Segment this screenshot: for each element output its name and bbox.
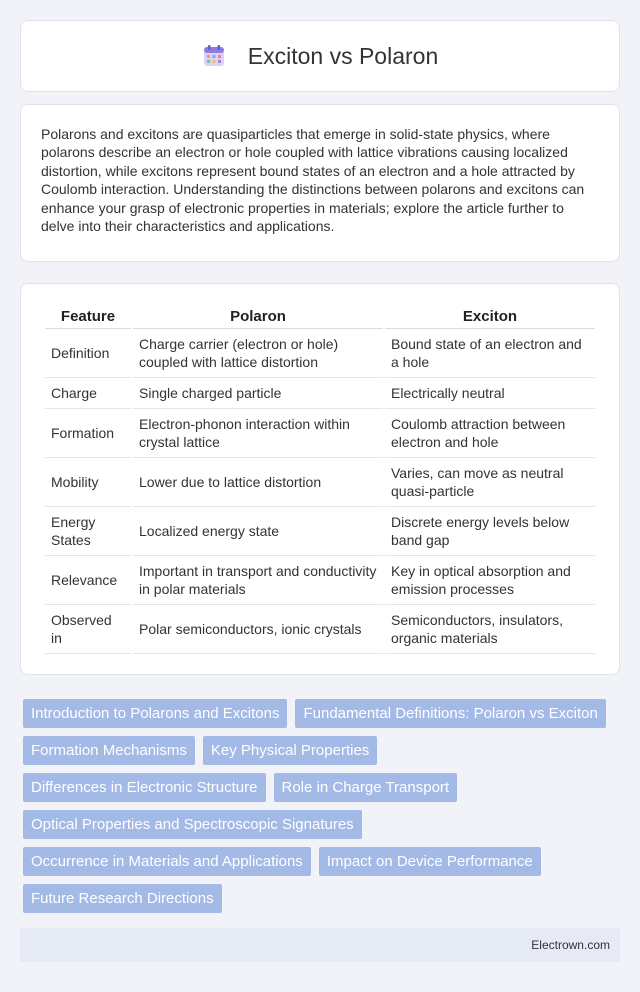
exciton-cell: Electrically neutral <box>385 378 595 409</box>
table-row <box>45 556 595 605</box>
table-row <box>45 378 595 409</box>
tag-introduction[interactable]: Introduction to Polarons and Excitons <box>23 699 287 728</box>
intro-text: Polarons and excitons are quasiparticles that emerge in solid-state physics, where polarons describe an electron or hole coupled with lattice vibrations causing localized distortion, while excitons represent bound states of an electron and a hole attracted by Coulomb interaction. Understanding the distinctions between polarons and excitons can enhance your grasp of electronic properties in materials; explore the article further to delve into their characteristics and applications. <box>41 126 585 235</box>
exciton-cell: Varies, can move as neutral quasi-particle <box>385 458 595 507</box>
polaron-cell: Electron-phonon interaction within crystal lattice <box>133 409 383 458</box>
intro-card <box>20 104 620 262</box>
tag-optical-properties[interactable]: Optical Properties and Spectroscopic Signatures <box>23 810 362 839</box>
tag-fundamental-definitions[interactable]: Fundamental Definitions: Polaron vs Exciton <box>295 699 605 728</box>
page-title: Exciton vs Polaron <box>247 42 439 69</box>
tag-formation-mechanisms[interactable]: Formation Mechanisms <box>23 736 195 765</box>
feature-cell: Relevance <box>45 556 131 605</box>
feature-cell: Charge <box>45 378 131 409</box>
exciton-cell: Coulomb attraction between electron and hole <box>385 409 595 458</box>
polaron-cell: Polar semiconductors, ionic crystals <box>133 605 383 654</box>
table-row <box>45 409 595 458</box>
feature-cell: Mobility <box>45 458 131 507</box>
column-header-polaron: Polaron <box>133 304 383 329</box>
title-card <box>20 20 620 92</box>
tag-future-research[interactable]: Future Research Directions <box>23 884 222 913</box>
feature-cell: Definition <box>45 329 131 378</box>
column-header-feature: Feature <box>45 304 131 329</box>
exciton-cell: Key in optical absorption and emission processes <box>385 556 595 605</box>
feature-cell: Formation <box>45 409 131 458</box>
polaron-cell: Lower due to lattice distortion <box>133 458 383 507</box>
polaron-cell: Important in transport and conductivity in polar materials <box>133 556 383 605</box>
feature-cell: Energy States <box>45 507 131 556</box>
comparison-table <box>43 304 597 654</box>
tag-charge-transport[interactable]: Role in Charge Transport <box>274 773 458 802</box>
exciton-cell: Bound state of an electron and a hole <box>385 329 595 378</box>
table-row <box>45 329 595 378</box>
feature-cell: Observed in <box>45 605 131 654</box>
exciton-cell: Discrete energy levels below band gap <box>385 507 595 556</box>
column-header-exciton: Exciton <box>385 304 595 329</box>
polaron-cell: Single charged particle <box>133 378 383 409</box>
table-row <box>45 507 595 556</box>
tag-occurrence-applications[interactable]: Occurrence in Materials and Applications <box>23 847 311 876</box>
footer-site-name: Electrown.com <box>531 938 610 952</box>
polaron-cell: Charge carrier (electron or hole) coupled with lattice distortion <box>133 329 383 378</box>
topic-tags <box>23 699 613 913</box>
table-row <box>45 605 595 654</box>
polaron-cell: Localized energy state <box>133 507 383 556</box>
tag-electronic-structure[interactable]: Differences in Electronic Structure <box>23 773 266 802</box>
tag-device-performance[interactable]: Impact on Device Performance <box>319 847 541 876</box>
tag-key-physical-properties[interactable]: Key Physical Properties <box>203 736 377 765</box>
table-row <box>45 458 595 507</box>
exciton-cell: Semiconductors, insulators, organic materials <box>385 605 595 654</box>
footer <box>20 928 620 962</box>
calendar-grid-icon <box>202 44 226 68</box>
comparison-table-card <box>20 283 620 675</box>
